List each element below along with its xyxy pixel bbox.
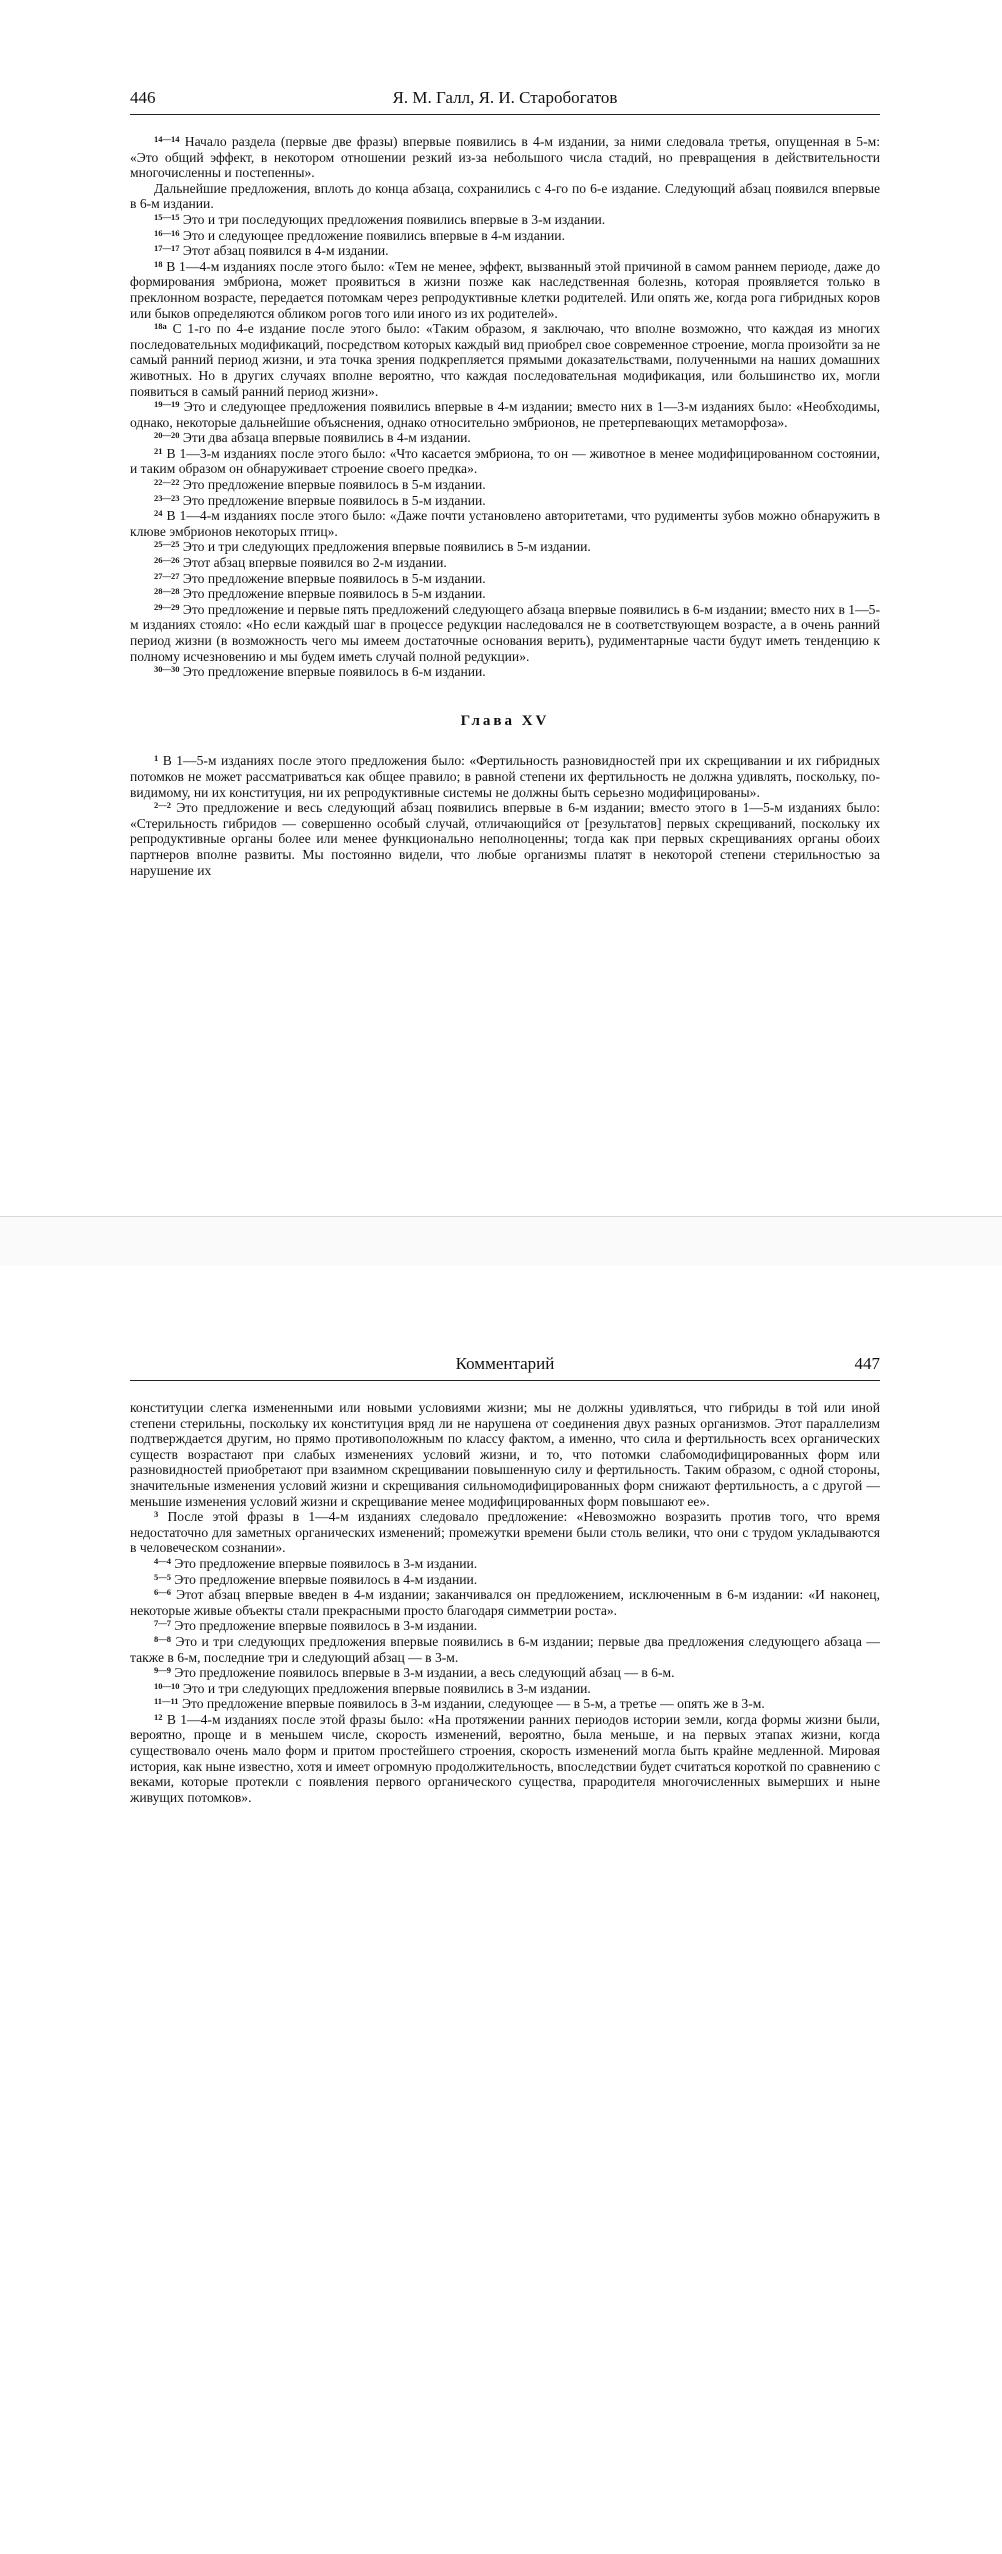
footnote-paragraph: [130, 1634, 880, 1665]
page-number: 447: [854, 1354, 880, 1373]
footnote-text: Это предложение впервые появилось в 5-м издании.: [182, 586, 486, 602]
footnote-marker: 2—2: [154, 800, 171, 811]
page-number: 446: [130, 88, 156, 107]
footnote-marker: 24: [154, 508, 163, 519]
footnote-paragraph: [130, 664, 880, 680]
footnote-paragraph: [130, 1400, 880, 1509]
footnote-paragraph: [130, 539, 880, 555]
notes-block: [130, 1400, 880, 1805]
chapter-heading: Глава XV: [460, 712, 550, 729]
footnote-marker: 4—4: [154, 1555, 171, 1566]
footnote-marker: 15—15: [154, 211, 180, 222]
footnote-text: В 1—5-м изданиях после этого предложения было: «Фертильность разновидностей при их скрещивании и их гибридных потомков не может рассматриваться как общее правило; в равной степени их фертильность не должна удивлять, поскольку, по-видимому, ни их конституция, ни их репродуктивные системы не должны быть серьезно модифицированы».: [130, 753, 880, 800]
footnote-marker: 1: [154, 753, 159, 764]
footnote-marker: 5—5: [154, 1571, 171, 1582]
commentary-text: [130, 134, 880, 878]
footnote-text: В 1—4-м изданиях после этого было: «Даже почти установлено авторитетами, что рудименты зубов можно обнаружить в клюве эмбрионов некоторых птиц».: [130, 508, 880, 539]
footnote-paragraph: [130, 1509, 880, 1556]
notes-block-after-chapter: [130, 753, 880, 878]
page-447: [0, 1266, 1002, 2554]
footnote-marker: 17—17: [154, 243, 180, 254]
footnote-marker: 22—22: [154, 477, 180, 488]
footnote-paragraph: [130, 508, 880, 539]
running-header: [130, 1354, 880, 1381]
footnote-text: Это и три следующих предложения впервые появились в 5-м издании.: [182, 539, 591, 555]
footnote-marker: 21: [154, 445, 163, 456]
footnote-text: Это предложение появилось впервые в 3-м издании, а весь следующий абзац — в 6-м.: [174, 1665, 675, 1681]
footnote-paragraph: [130, 493, 880, 509]
footnote-text: Этот абзац впервые появился во 2-м издании.: [182, 555, 447, 571]
footnote-text: Это предложение впервые появилось в 5-м издании.: [182, 477, 486, 493]
footnote-paragraph: [130, 1665, 880, 1681]
footnote-marker: 18a: [154, 321, 167, 332]
footnote-text: В 1—3-м изданиях после этого было: «Что касается эмбриона, то он — животное в менее модифицированном состоянии, и таким образом он обнаруживает строение своего предка».: [130, 445, 880, 477]
footnote-marker: 25—25: [154, 539, 180, 550]
footnote-marker: 18: [154, 258, 163, 269]
footnote-text: После этой фразы в 1—4-м изданиях следовало предложение: «Невозможно возразить против того, что время недостаточно для заметных органических изменений; промежутки времени были столь велики, что они с трудом укладываются в человеческом сознании».: [130, 1509, 880, 1556]
footnote-marker: 28—28: [154, 586, 180, 597]
running-header: [130, 88, 880, 115]
footnote-text: Это предложение и первые пять предложений следующего абзаца впервые появились в 6-м издании; вместо них в 1—5-м изданиях стояло: «Но если каждый шаг в процессе редукции наследовался не в соответствующем возрасте, а в очень ранний период жизни (в возможность чего мы имеем достаточные основания верить), рудиментарные части будут иметь тенденцию к полному исчезновению и мы будем иметь случай полной редукции».: [130, 601, 880, 664]
footnote-paragraph: [130, 259, 880, 321]
footnote-marker: 6—6: [154, 1587, 171, 1598]
footnote-marker: 14—14: [154, 134, 180, 144]
footnote-text: Это и следующее предложения появились впервые в 4-м издании; вместо них в 1—3-м изданиях было: «Необходимы, однако, некоторые дальнейшие объяснения, однако относительно эмбрионов, не претерпевающих метаморфоза».: [130, 399, 880, 430]
footnote-marker: 11—11: [154, 1696, 179, 1707]
footnote-paragraph: [130, 321, 880, 399]
footnote-text: Это предложение впервые появилось в 3-м издании, следующее — в 5-м, а третье — опять же в 3-м.: [181, 1696, 765, 1712]
footnote-paragraph: [130, 571, 880, 587]
footnote-paragraph: [130, 181, 880, 212]
footnote-text: Дальнейшие предложения, вплоть до конца абзаца, сохранились с 4-го по 6-е издание. Следующий абзац появился впервые в 6-м издании.: [130, 180, 880, 212]
footnote-text: В 1—4-м изданиях после этого было: «Тем не менее, эффект, вызванный этой причиной в самом раннем периоде, даже до формирования эмбриона, может проявиться в жизни позже как наследственная болезнь, которая проявляется только в преклонном возрасте, передается потомкам через репродуктивные клетки родителей. Или опять же, когда рога гибридных коров или быков определяются обликом рогов того или иного из их родителей».: [130, 258, 880, 321]
footnote-paragraph: [130, 134, 880, 181]
footnote-marker: 8—8: [154, 1633, 171, 1644]
footnote-paragraph: [130, 477, 880, 493]
footnote-paragraph: [130, 1587, 880, 1618]
footnote-paragraph: [130, 555, 880, 571]
footnote-marker: 27—27: [154, 570, 180, 581]
footnote-text: С 1-го по 4-е издание после этого было: «Таким образом, я заключаю, что вполне возможно, что каждая из многих последовательных модификаций, посредством которых каждый вид приобрел свое современное строение, могла произойти за не самый ранний период жизни, и эта точка зрения подкрепляется прямыми доказательствами, полученными на наших домашних животных. Но в других случаях вполне вероятно, что каждая последовательная модификация, или большинство их, могли появиться в самый ранний период жизни».: [130, 321, 880, 399]
commentary-text: [130, 1400, 880, 1805]
page-gap: [0, 1216, 1002, 1268]
footnote-text: конституции слегка измененными или новыми условиями жизни; мы не должны удивляться, что гибриды в той или иной степени стерильны, поскольку их конституция вряд ли не нарушена от соединения двух разных организмов. Этот параллелизм подтверждается другим, но прямо противоположным по классу фактом, а именно, что сила и фертильность всех органических существ возрастают при слабых изменениях условий жизни, и то, что потомки слабомодифицированных форм или разновидностей приобретают при взаимном скрещивании повышенную силу и фертильность. Таким образом, с одной стороны, значительные изменения условий жизни и скрещивания сильномодифицированных форм снижают фертильность, а с другой — меньшие изменения условий жизни и скрещивание менее модифицированных форм повышают ее».: [130, 1400, 880, 1509]
footnote-marker: 12: [154, 1711, 163, 1722]
page-446: [0, 0, 1002, 1216]
footnote-paragraph: [130, 1572, 880, 1588]
footnote-paragraph: [130, 602, 880, 664]
footnote-marker: 19—19: [154, 399, 180, 410]
footnote-paragraph: [130, 430, 880, 446]
footnote-text: Это предложение впервые появилось в 5-м издании.: [182, 492, 486, 508]
footnote-paragraph: [130, 243, 880, 259]
footnote-text: Это предложение и весь следующий абзац появились впервые в 6-м издании; вместо этого в 1—5-м изданиях было: «Стерильность гибридов — совершенно особый случай, отличающийся от [результатов] первых скрещиваний, поскольку их репродуктивные органы более или менее функционально неполноценны; тогда как при первых скрещиваниях органы обоих партнеров вполне развиты. Мы постоянно видели, что любые организмы платят в некоторой степени стерильностью за нарушение их: [130, 800, 880, 878]
footnote-text: Начало раздела (первые две фразы) впервые появились в 4-м издании, за ними следовала третья, опущенная в 5-м: «Это общий эффект, в некотором отношении резкий из-за небольшого числа стадий, но превращения в действительности многочисленны и постепенны».: [130, 134, 880, 181]
footnote-marker: 10—10: [154, 1680, 180, 1691]
footnote-paragraph: [130, 586, 880, 602]
footnote-paragraph: [130, 1696, 880, 1712]
footnote-marker: 29—29: [154, 601, 180, 612]
footnote-text: Это и три следующих предложения впервые появились в 6-м издании; первые два предложения следующего абзаца — также в 6-м, последние три и следующий абзац — в 3-м.: [130, 1633, 880, 1665]
footnote-paragraph: [130, 228, 880, 244]
footnote-text: Эти два абзаца впервые появились в 4-м издании.: [182, 430, 471, 446]
footnote-text: Это и следующее предложение появились впервые в 4-м издании.: [182, 227, 565, 243]
footnote-marker: 16—16: [154, 227, 180, 238]
footnote-marker: 30—30: [154, 664, 180, 675]
footnote-text: Это предложение впервые появилось в 4-м издании.: [174, 1571, 478, 1587]
footnote-paragraph: [130, 212, 880, 228]
footnote-marker: 20—20: [154, 430, 180, 441]
footnote-text: Этот абзац появился в 4-м издании.: [182, 243, 389, 259]
footnote-text: Этот абзац впервые введен в 4-м издании; заканчивался он предложением, исключенным в 6-м издании: «И наконец, некоторые живые объекты стали прекрасными просто благодаря симметрии роста».: [130, 1587, 880, 1618]
footnote-text: Это предложение впервые появилось в 5-м издании.: [182, 570, 486, 586]
footnote-paragraph: [130, 1712, 880, 1806]
footnote-paragraph: [130, 1618, 880, 1634]
footnote-marker: 23—23: [154, 492, 180, 503]
running-title: Я. М. Галл, Я. И. Старобогатов: [392, 88, 618, 107]
footnote-marker: 3: [154, 1509, 159, 1520]
footnote-text: Это и три последующих предложения появились впервые в 3-м издании.: [182, 211, 606, 227]
footnote-text: Это предложение впервые появилось в 3-м издании.: [174, 1555, 478, 1571]
footnote-paragraph: [130, 753, 880, 800]
running-title: Комментарий: [455, 1354, 555, 1373]
footnote-marker: 9—9: [154, 1665, 171, 1676]
notes-block-before-chapter: [130, 134, 880, 680]
footnote-text: Это предложение впервые появилось в 3-м издании.: [174, 1618, 478, 1634]
footnote-text: Это и три следующих предложения впервые появились в 3-м издании.: [182, 1680, 591, 1696]
footnote-paragraph: [130, 446, 880, 477]
footnote-paragraph: [130, 1681, 880, 1697]
footnote-paragraph: [130, 800, 880, 878]
footnote-paragraph: [130, 399, 880, 430]
footnote-text: В 1—4-м изданиях после этой фразы было: «На протяжении ранних периодов истории земли, когда формы жизни были, вероятно, проще и в меньшем числе, скорость изменений, вероятно, была меньше, и на первых этапах жизни, когда существовало очень мало форм и притом простейшего строения, скорость изменений могла быть крайне медленной. Мировая история, как ныне известно, хотя и имеет огромную продолжительность, впоследствии будет считаться короткой по сравнению с веками, которые протекли с появления первого органического существа, прародителя многочисленных вымерших и ныне живущих потомков».: [130, 1711, 881, 1805]
footnote-text: Это предложение впервые появилось в 6-м издании.: [182, 664, 486, 680]
footnote-marker: 26—26: [154, 555, 180, 566]
footnote-marker: 7—7: [154, 1618, 171, 1629]
footnote-paragraph: [130, 1556, 880, 1572]
